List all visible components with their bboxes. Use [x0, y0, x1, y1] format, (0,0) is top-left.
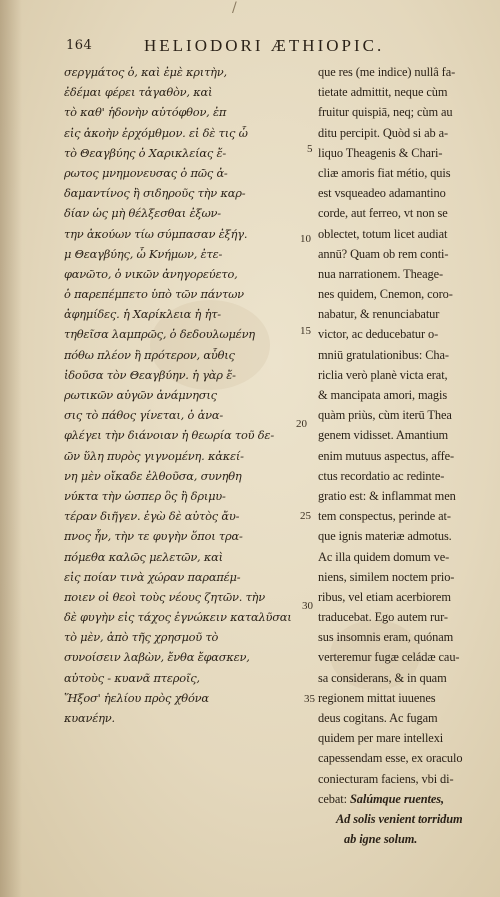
greek-line: ὁ παρεπέμπετο ὑπὸ τῶν πάντων [64, 287, 244, 302]
greek-line: τηθεῖσα λαμπρῶς, ὁ δεδουλωμένη [64, 327, 255, 342]
greek-line: μ Θεαγβύης, ὦ Κνήμων, ἐτε- [64, 246, 223, 261]
latin-line: ditu percipit. Quòd si ab a- [318, 125, 449, 140]
latin-line: que ignis materiæ admotus. [318, 529, 452, 544]
latin-line: tietate admittit, neque cùm [318, 85, 448, 100]
latin-line: gratio est: & inflammat men [318, 488, 456, 503]
greek-line: νύκτα τὴν ὡσπερ ὃς ἢ δριμυ- [64, 488, 226, 503]
latin-line: enim mutuus aspectus, affe- [318, 448, 455, 463]
latin-line: annū? Quam ob rem conti- [318, 246, 449, 261]
line-number: 10 [300, 233, 311, 245]
greek-line: ρωτος μνημονευσας ὁ πῶς ἀ- [64, 165, 228, 180]
greek-text-column [64, 62, 304, 728]
latin-line: ctus recordatio ac redinte- [318, 468, 445, 483]
greek-line: φανῶτο, ὁ νικῶν ἀνηγορεύετο, [64, 266, 238, 281]
latin-line: ab igne solum. [344, 832, 418, 847]
greek-line: ρωτικῶν αὐγῶν ἀνάμνησις [64, 388, 217, 402]
latin-line: quàm priùs, cùm iterū Thea [318, 408, 452, 423]
greek-line: συνοίσειν λαβὼν, ἔνθα ἔφασκεν, [64, 650, 250, 665]
latin-line: que res (me indice) nullâ fa- [318, 65, 456, 79]
line-number: 25 [300, 510, 311, 522]
greek-line: τὸ Θεαγβύης ὁ Χαρικλείας ἔ- [64, 145, 227, 160]
latin-line: niens, similem noctem prio- [318, 569, 455, 584]
latin-line: sa considerans, & in quam [318, 670, 447, 685]
page-header [66, 36, 476, 60]
greek-line: εἰς ἀκοὴν ἐρχόμθμον. εἰ δὲ τις ὧ [64, 125, 248, 140]
latin-line: verteremur fugæ celádæ cau- [318, 650, 460, 665]
latin-line: & mancipata amori, magis [318, 388, 448, 402]
latin-line: nes quidem, Cnemon, coro- [318, 287, 453, 302]
latin-line: sus insomnis eram, quónam [318, 630, 454, 645]
greek-line: σεργμάτος ὁ, καὶ ἐμὲ κριτὴν, [64, 65, 227, 79]
latin-line: nabatur, & renunciabatur [318, 307, 440, 322]
greek-line: πόμεθα καλῶς μελετῶν, καὶ [64, 549, 223, 564]
greek-line: πνος ἦν, τὴν τε φυγὴν ὅποι τρα- [64, 529, 243, 544]
latin-line: capessendam esse, ex oraculo [318, 751, 463, 766]
greek-line: ῶν ὕλη πυρὸς γιγνομένη. κἀκεί- [64, 448, 244, 463]
page-number: 164 [66, 38, 93, 53]
greek-line: σις τὸ πάθος γίνεται, ὁ ἀνα- [64, 408, 223, 423]
latin-line: Ad solis venient torridum [336, 811, 463, 826]
quotation-italic: Salúmque ruentes, [349, 791, 444, 806]
latin-line: est vsqueadeo adamantino [318, 186, 446, 201]
latin-line: nua narrationem. Theage- [318, 266, 444, 281]
latin-line: corde, aut ferreo, vt non se [318, 206, 448, 221]
greek-line: ἐδέμαι φέρει τἀγαθὸν, καὶ [64, 85, 213, 100]
line-number: 5 [307, 143, 313, 155]
greek-line: νη μὲν οἴκαδε ἐλθοῦσα, συνηθη [64, 468, 242, 483]
latin-line: victor, ac deducebatur o- [318, 327, 439, 342]
latin-line: regionem mittat iuuenes [318, 690, 436, 705]
running-title: HELIODORI ÆTHIOPIC. [144, 36, 385, 55]
greek-line: ἰδοῦσα τὸν Θεαγβύην. ἡ γὰρ ἔ- [64, 367, 236, 382]
greek-line: τὸ καθ' ἡδονὴν αὐτόφθον, ἐπ [64, 105, 227, 120]
latin-line: mniū gratulationibus: Cha- [318, 347, 449, 362]
latin-line: traducebat. Ego autem rur- [318, 610, 448, 625]
latin-line: coniecturam faciens, vbi di- [318, 771, 454, 786]
latin-line: ribus, vel etiam acerbiorem [318, 589, 451, 604]
gutter-shadow [0, 0, 22, 897]
latin-line: fruitur quispiā, neq; cùm au [318, 105, 453, 120]
latin-line: oblectet, totum licet audiat [318, 226, 448, 241]
greek-line: κυανέην. [64, 711, 115, 725]
latin-line: cebat: Salúmque ruentes, [318, 791, 444, 806]
greek-line: ποιεν οἱ θεοὶ τοὺς νέους ζητῶν. τὴν [64, 589, 266, 604]
greek-line: τέραν διῆγεν. ἐγὼ δὲ αὐτὸς ἄυ- [64, 509, 240, 524]
greek-line: αὐτοὺς - κυανᾶ πτεροῖς, [64, 670, 200, 685]
latin-line: quidem per mare intellexi [318, 731, 444, 746]
greek-line: εἰς ποίαν τινὰ χώραν παραπέμ- [64, 569, 241, 584]
line-number: 30 [302, 600, 313, 612]
latin-line: Ac illa quidem domum ve- [318, 549, 450, 564]
line-number: 35 [304, 693, 315, 705]
greek-line: Ἥξοσ' ἠελίου πρὸς χθόνα [64, 690, 209, 705]
greek-line: δίαν ὡς μὴ θέλξεσθαι ἐξων- [64, 206, 221, 221]
latin-line: riclia verò planè victa erat, [318, 367, 448, 382]
latin-text-column [318, 62, 486, 849]
greek-line: δὲ φυγὴν εἰς τάχος ἐγνώκειν καταλῦσαι [64, 610, 292, 625]
greek-line: την ἀκούων τίω σύμπασαν ἐξήγ. [64, 226, 248, 241]
greek-line: πόθω πλέον ἢ πρότερον, αὖθις [64, 347, 235, 362]
latin-line: tem conspectus, perinde at- [318, 509, 451, 524]
latin-line: deus cogitans. Ac fugam [318, 711, 438, 725]
latin-line: liquo Theagenis & Chari- [318, 145, 443, 160]
greek-line: δαμαντίνος ἢ σιδηροῦς τὴν καρ- [64, 186, 246, 201]
line-number: 15 [300, 325, 311, 337]
latin-line: cliæ amoris fiat métio, quis [318, 165, 451, 180]
greek-line: φλέγει τὴν διάνοιαν ἡ θεωρία τοῦ δε- [64, 428, 274, 443]
line-number: 20 [296, 418, 307, 430]
top-mark: / [232, 0, 237, 16]
greek-line: τὸ μὲν, ἀπὸ τῆς χρησμοῦ τὸ [64, 630, 219, 645]
greek-line: ἀφημίδες. ἡ Χαρίκλεια ἡ ἡτ- [64, 307, 221, 322]
latin-line: genem vidisset. Amantium [318, 428, 449, 443]
